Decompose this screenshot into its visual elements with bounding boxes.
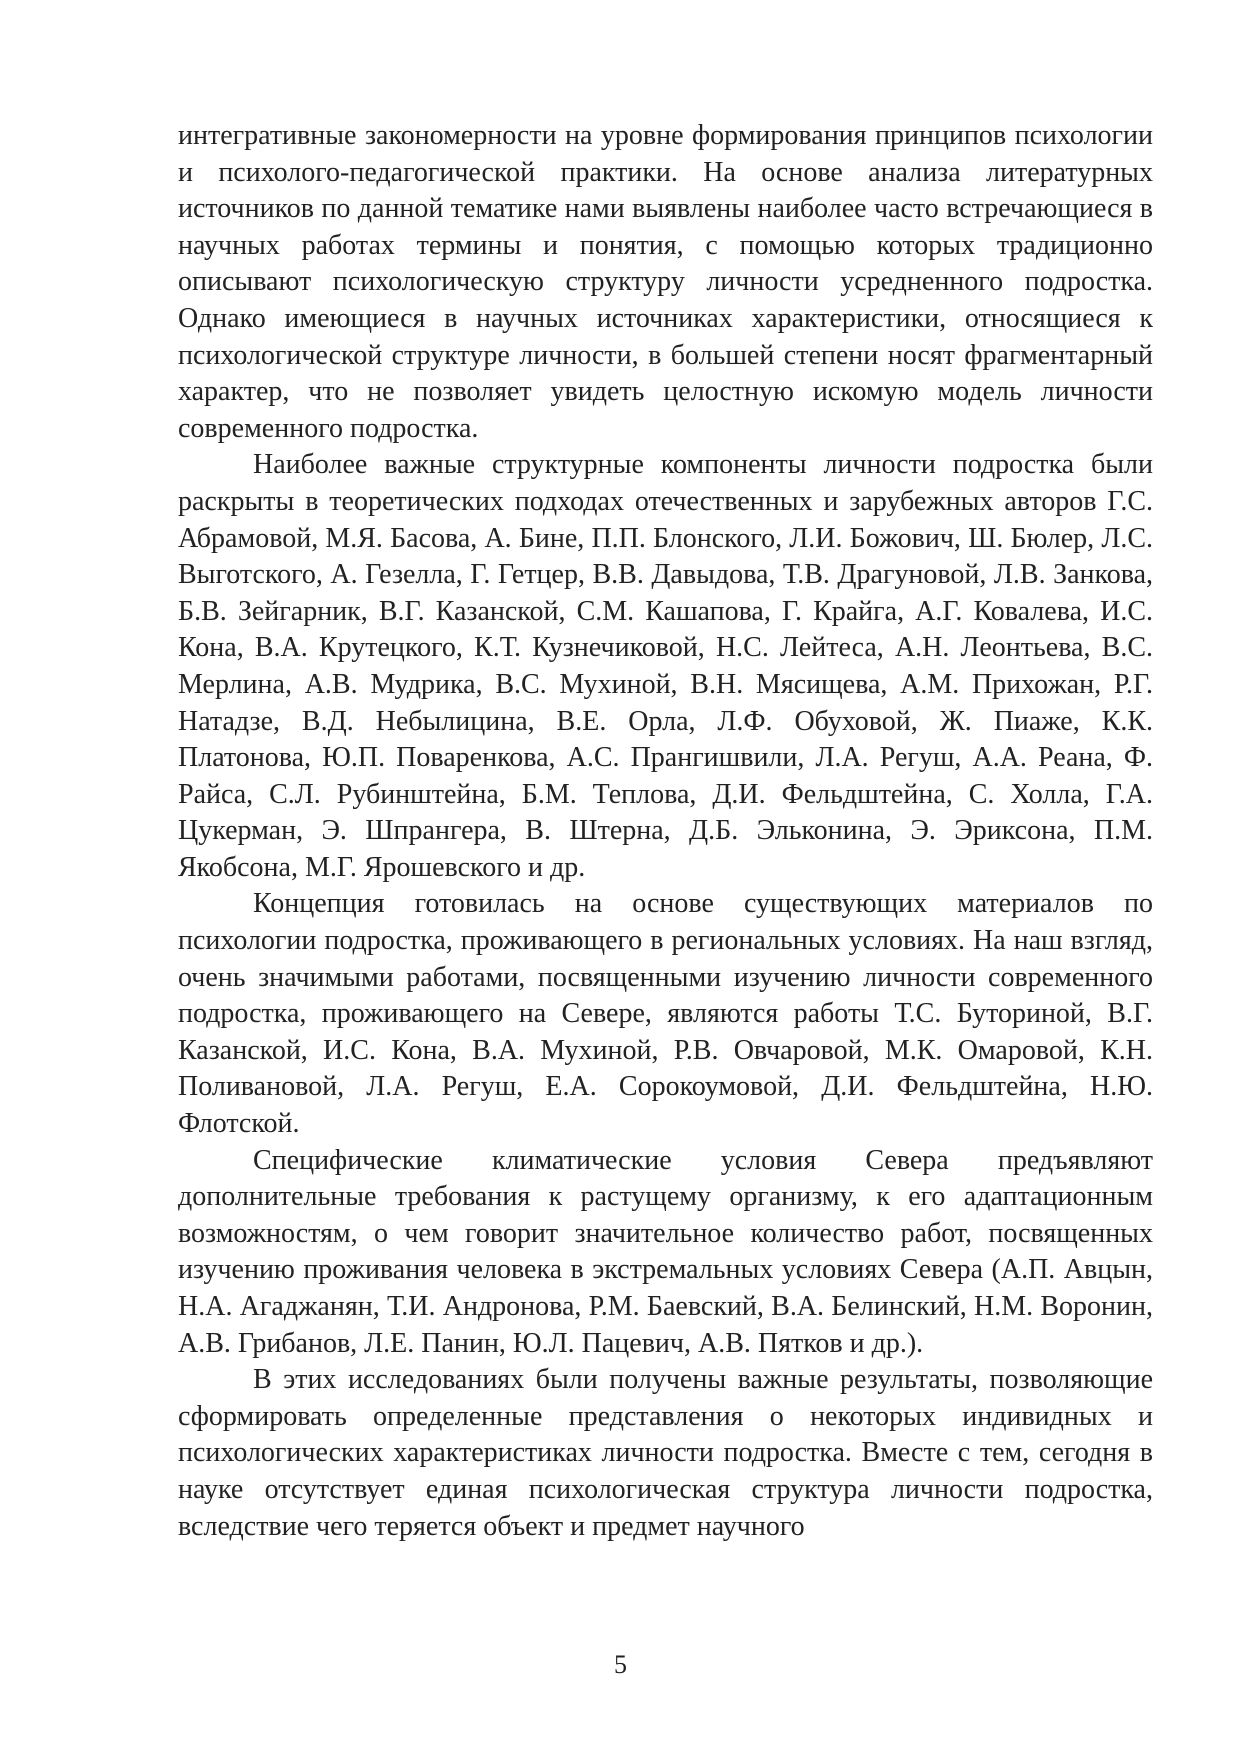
paragraph-authors: Наиболее важные структурные компоненты личности подростка были раскрыты в теоретических подходах отечественных и зарубежных авторов Г.С. Абрамовой, М.Я. Басова, А. Бине, П.П. Блонского, Л.И. Божович, Ш. Бюлер, Л.С. Выготского, А. Гезелла, Г. Гетцер, В.В. Давыдова, Т.В. Драгуновой, Л.В. Занкова, Б.В. Зейгарник, В.Г. Казанской, С.М. Кашапова, Г. Крайга, А.Г. Ковалева, И.С. Кона, В.А. Крутецкого, К.Т. Кузнечиковой, Н.С. Лейтеса, А.Н. Леонтьева, В.С. Мерлина, А.В. Мудрика, В.С. Мухиной, В.Н. Мясищева, А.М. Прихожан, Р.Г. Натадзе, В.Д. Небылицина, В.Е. Орла, Л.Ф. Обуховой, Ж. Пиаже, К.К. Платонова, Ю.П. Поваренкова, А.С. Прангишвили, Л.А. Регуш, А.А. Реана, Ф. Райса, С.Л. Рубинштейна, Б.М. Теплова, Д.И. Фельдштейна, С. Холла, Г.А. Цукерман, Э. Шпрангера, В. Штерна, Д.Б. Эльконина, Э. Эриксона, П.М. Якобсона, М.Г. Ярошевского и др.: [178, 449, 1153, 883]
page-number: 5: [614, 1650, 627, 1679]
paragraph-research: В этих исследованиях были получены важные результаты, позволяющие сформировать определенные представления о некоторых индивидных и психологических характеристиках личности подростка. Вместе с тем, сегодня в науке отсутствует единая психологическая структура личности подростка, вследствие чего теряется объект и предмет научного: [178, 1364, 1153, 1542]
paragraph-continuation: интегративные закономерности на уровне формирования принципов психологии и психолого-педагогической практики. На основе анализа литературных источников по данной тематике нами выявлены наиболее часто встречающиеся в научных работах термины и понятия, с помощью которых традиционно описывают психологическую структуру личности усредненного подростка. Однако имеющиеся в научных источниках характеристики, относящиеся к психологической структуре личности, в большей степени носят фрагментарный характер, что не позволяет увидеть целостную искомую модель личности современного подростка.: [178, 120, 1153, 444]
paragraph-climate: Специфические климатические условия Севера предъявляют дополнительные требования к растущему организму, к его адаптационным возможностям, о чем говорит значительное количество работ, посвященных изучению проживания человека в экстремальных условиях Севера (А.П. Авцын, Н.А. Агаджанян, Т.И. Андронова, Р.М. Баевский, В.А. Белинский, Н.М. Воронин, А.В. Грибанов, Л.Е. Панин, Ю.Л. Пацевич, А.В. Пятков и др.).: [178, 1144, 1153, 1359]
paragraph-concept: Концепция готовилась на основе существующих материалов по психологии подростка, проживающего в региональных условиях. На наш взгляд, очень значимыми работами, посвященными изучению личности современного подростка, проживающего на Севере, являются работы Т.С. Буториной, В.Г. Казанской, И.С. Кона, В.А. Мухиной, Р.В. Овчаровой, М.К. Омаровой, К.Н. Поливановой, Л.А. Регуш, Е.А. Сорокоумовой, Д.И. Фельдштейна, Н.Ю. Флотской.: [178, 888, 1153, 1140]
body-text: [178, 118, 1153, 1545]
